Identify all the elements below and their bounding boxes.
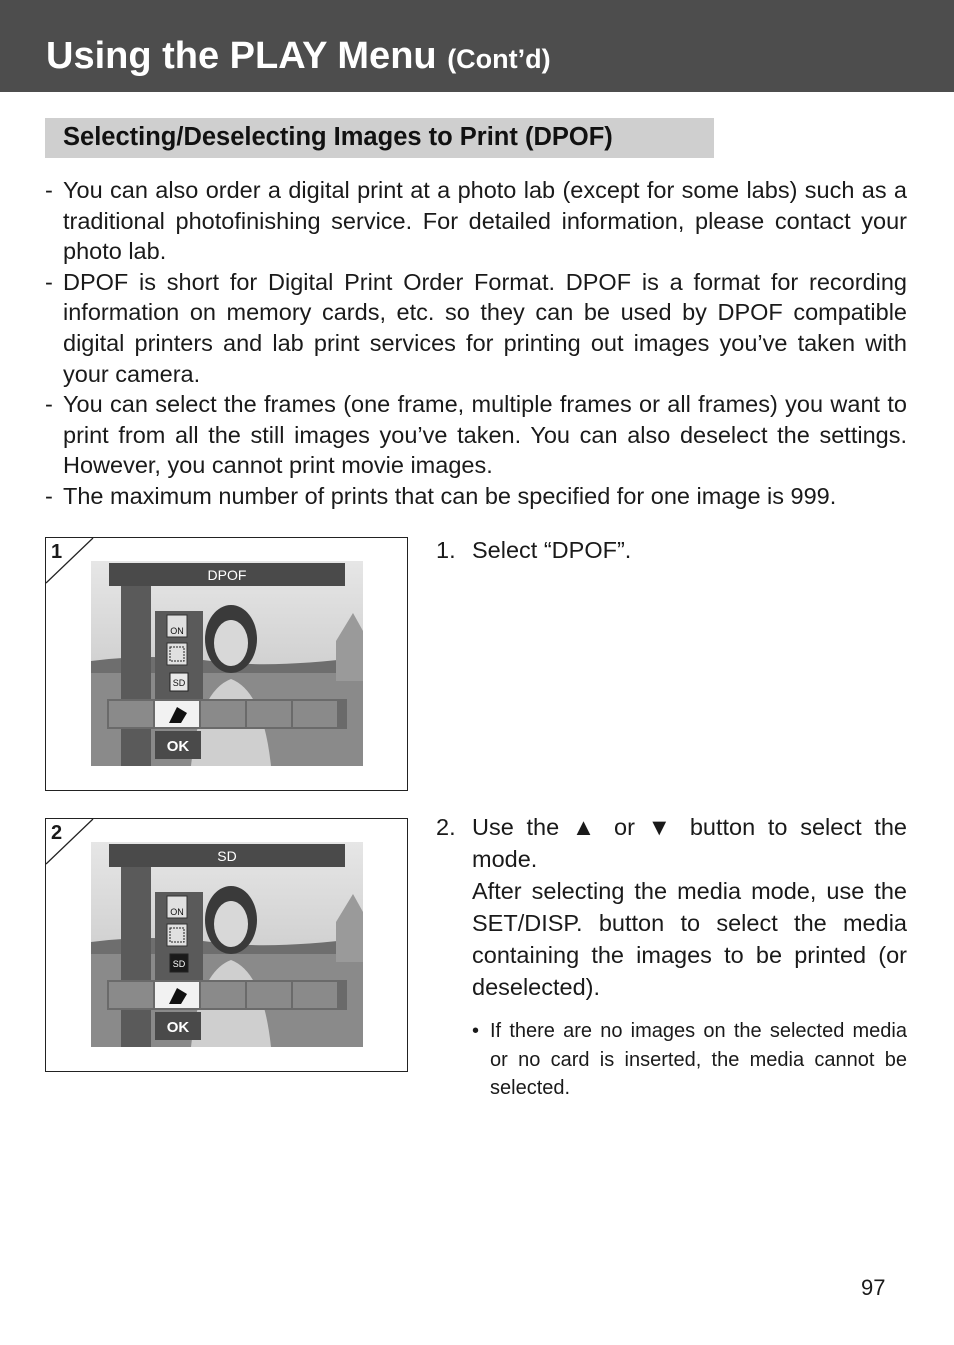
bullet-text: You can also order a digital print at a photo lab (except for some labs) such as a traditional photofinishing service. For detailed information, please contact your photo lab. [63,177,907,265]
step-text: Select “DPOF”. [472,537,632,563]
figure-1 [45,537,408,791]
page-number: 97 [861,1275,886,1300]
bullet-dash: - [45,177,53,203]
copy-icon [247,701,291,727]
multi-frame-icon [293,701,337,727]
figure-number: 2 [51,822,63,844]
sd-card-icon-label: SD [172,959,186,969]
step-2 [436,811,907,1003]
page-header [0,0,954,92]
protect-key-icon [201,701,245,727]
intro-bullet-list [45,175,907,512]
step-text: Use the ▲ or ▼ button to select the mode. [472,814,907,872]
copy-icon [247,982,291,1008]
bullet-dash: - [45,482,53,509]
step-number: 1. [436,537,456,563]
intro-bullet [45,267,907,389]
bullet-dash: - [45,391,53,418]
slideshow-icon [109,701,153,727]
intro-bullet [45,481,907,512]
step-1 [436,534,907,566]
sd-card-icon-label: SD [172,678,186,688]
intro-bullet [45,175,907,267]
page-title-main: Using the PLAY Menu [46,35,437,77]
photo-face [214,620,248,666]
ok-button-label: OK [166,1019,190,1036]
bullet-text: DPOF is short for Digital Print Order Format. DPOF is a format for recording information on memory cards, etc. so they can be used by DPOF compatible digital printers and lab print services for printing out images you’ve taken with your camera. [63,268,907,387]
print-on-icon-label: ON [170,626,184,636]
slideshow-icon [109,982,153,1008]
intro-bullet [45,389,907,481]
figure-number: 1 [51,541,63,563]
note-bullet: • [472,1020,480,1042]
note-text: If there are no images on the selected media or no card is inserted, the media cannot be selected. [490,1020,907,1100]
multi-frame-icon [293,982,337,1008]
bullet-text: The maximum number of prints that can be specified for one image is 999. [63,482,837,509]
ok-button-label: OK [166,738,190,755]
figure-2 [45,818,408,1072]
print-on-icon-label: ON [170,907,184,917]
section-title: Selecting/Deselecting Images to Print (DPOF) [63,123,613,151]
step-text-detail: After selecting the media mode, use the SET/DISP. button to select the media containing the images to be printed (or deselected). [472,878,907,1000]
photo-face [214,901,248,947]
bullet-text: You can select the frames (one frame, multiple frames or all frames) you want to print from all the still images you’ve taken. You can also deselect the settings. However, you cannot print movie images. [63,391,907,479]
protect-key-icon [201,982,245,1008]
camera-lcd-screen [91,561,363,766]
photo-tree-trunk [121,581,151,766]
page-title [46,34,551,81]
step-number: 2. [436,814,456,840]
menu-title: SD [217,848,237,864]
camera-lcd-screen [91,842,363,1047]
page-title-suffix: (Cont’d) [447,44,551,74]
photo-tree-trunk [121,862,151,1047]
note [472,1017,907,1103]
menu-title: DPOF [207,567,247,583]
bullet-dash: - [45,268,53,295]
